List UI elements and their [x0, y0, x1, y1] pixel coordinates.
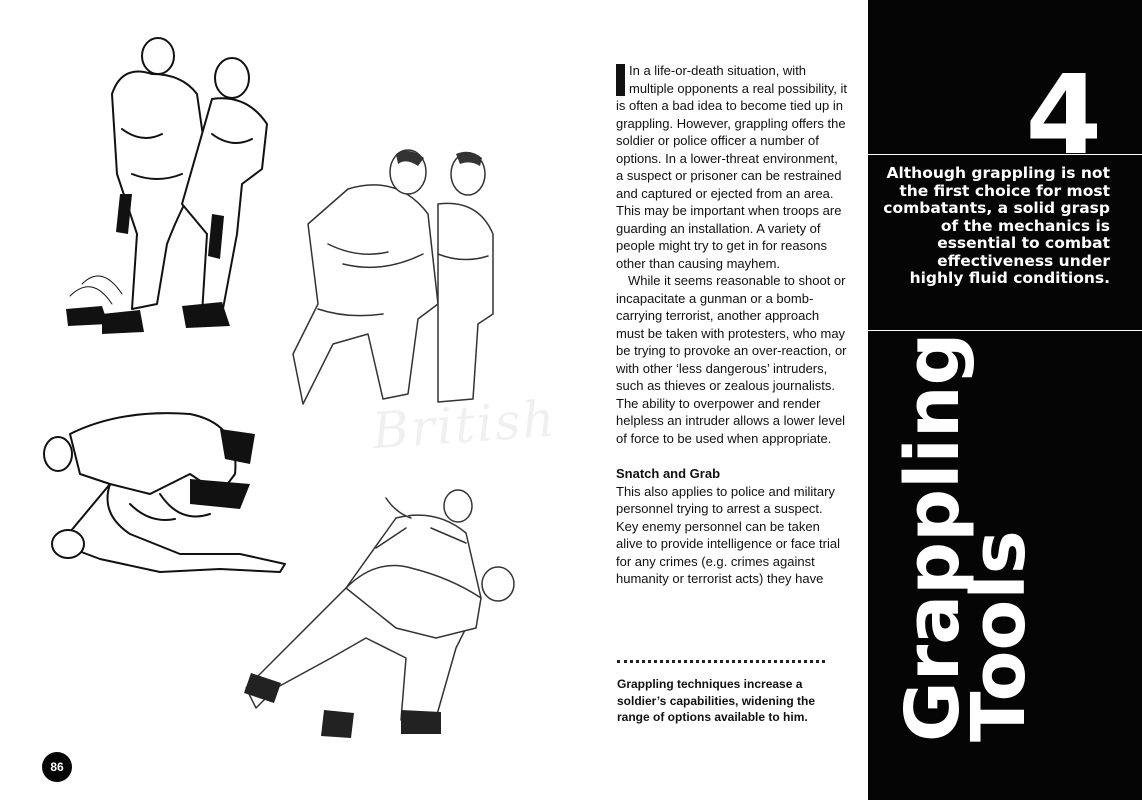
chapter-title-line-1: Grappling [890, 332, 976, 742]
body-paragraph-3: This also applies to police and military personnel trying to arrest a suspect. Key enemy personnel can be taken alive to provide intelligence or face trial for any crimes (e.g. crimes against humanity or terrorist acts) they have [616, 483, 841, 586]
caption-divider [617, 660, 825, 663]
illustration-throw [236, 488, 526, 744]
drop-cap-mark [616, 64, 625, 96]
illustration-standing-clinch [62, 34, 280, 338]
illustration-close-clinch-drawing [288, 144, 502, 406]
section-subheading: Snatch and Grab [616, 466, 721, 481]
body-paragraph-1-text: In a life-or-death situation, with multiple opponents a real possibility, it is often a bad idea to become tied up in grappling. However, grappling offers the soldier or police officer a number of options. In a lower-threat environment, a suspect or prisoner can be restrained and captured or ejected from an area. This may be important when troops are guarding an installation. A variety of people might try to get in for reasons other than causing mayhem. [616, 63, 847, 271]
body-paragraph-1 [616, 62, 848, 272]
illustration-standing-clinch-drawing [62, 34, 280, 338]
panel-rule-bottom [868, 330, 1142, 331]
watermark: British [370, 389, 559, 461]
chapter-title [890, 332, 1042, 743]
page-number: 86 [42, 752, 72, 782]
illustration-close-clinch [288, 144, 502, 406]
panel-rule-top [868, 154, 1142, 155]
chapter-intro: Although grappling is not the first choice for most combatants, a solid grasp of the mechanics is essential to combat effectiveness under highly fluid conditions. [883, 164, 1110, 287]
illustration-throw-drawing [236, 488, 526, 744]
body-text [616, 62, 848, 588]
caption: Grappling techniques increase a soldier’s capabilities, widening the range of options available to him. [617, 677, 816, 724]
chapter-title-line-2: Tools [956, 530, 1042, 742]
chapter-number: 4 [1025, 51, 1102, 179]
body-paragraph-2: While it seems reasonable to shoot or incapacitate a gunman or a bomb-carrying terrorist, another approach must be taken with protesters, who may be trying to provoke an over-reaction, or with other ‘less dangerous’ intruders, such as thieves or zealous journalists. The ability to overpower and render helpless an intruder allows a lower level of force to be used when appropriate. [616, 273, 847, 446]
